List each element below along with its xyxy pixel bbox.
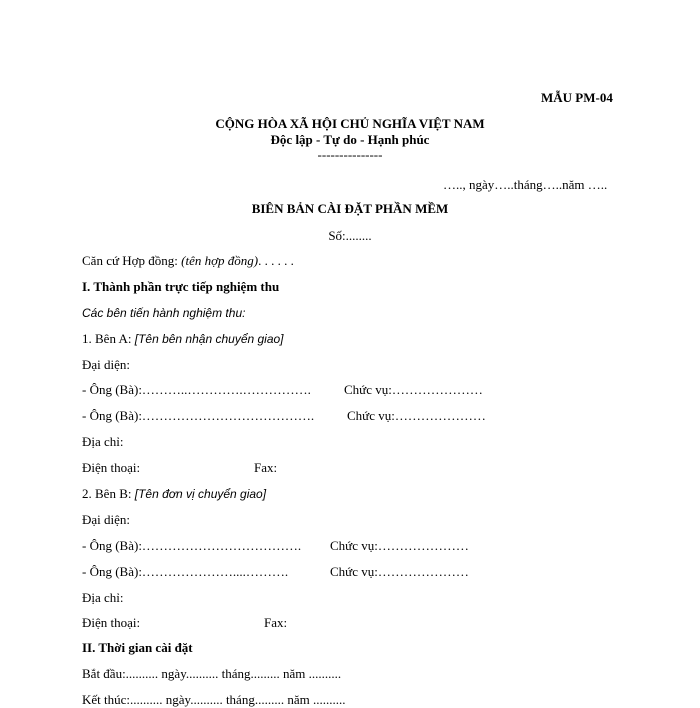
party-b-person1: - Ông (Bà):………………………………. [82,538,302,553]
party-b-rep-label: Đại diện: [82,512,131,527]
document-title: BIÊN BẢN CÀI ĐẶT PHẦN MỀM [251,201,449,216]
party-a-phone: Điện thoại: [82,460,141,475]
end-time: Kết thúc:.......... ngày.......... tháng......... năm .......... [82,692,346,707]
party-a-fax: Fax: [254,460,278,475]
party-b-fax: Fax: [264,615,288,630]
party-a-address: Địa chỉ: [82,434,124,449]
start-time: Bắt đầu:.......... ngày.......... tháng......... năm .......... [82,666,342,681]
contract-name: (tên hợp đồng) [181,253,259,268]
party-b-position2: Chức vụ:………………… [330,564,469,579]
party-a-rep-label: Đại diện: [82,357,131,372]
party-b-phone: Điện thoại: [82,615,141,630]
party-b-name: [Tên đơn vị chuyển giao] [134,487,267,501]
form-code: MẪU PM-04 [541,90,613,105]
party-b-address: Địa chỉ: [82,590,124,605]
party-a-label: 1. Bên A: [82,331,135,346]
date-line: ….., ngày…..tháng…..năm ….. [443,177,608,192]
party-b-line [82,486,266,502]
party-a-name: [Tên bên nhận chuyển giao] [134,332,284,346]
party-b-label: 2. Bên B: [82,486,135,501]
party-a-position2: Chức vụ:………………… [347,408,486,423]
contract-basis [82,253,294,269]
party-b-person2: - Ông (Bà):…………………....………. [82,564,289,579]
section1-intro: Các bên tiến hành nghiệm thu: [82,306,246,320]
party-a-person1: - Ông (Bà):………..………….……………. [82,382,311,397]
party-a-person2: - Ông (Bà):…………………………………. [82,408,315,423]
national-motto: Độc lập - Tự do - Hạnh phúc [270,132,430,147]
party-b-position1: Chức vụ:………………… [330,538,469,553]
header-separator: --------------- [317,147,383,162]
party-a-position1: Chức vụ:………………… [344,382,483,397]
document-number: Số:........ [328,228,372,243]
country-name: CỘNG HÒA XÃ HỘI CHỦ NGHĨA VIỆT NAM [215,116,485,131]
section1-heading: I. Thành phần trực tiếp nghiệm thu [82,279,280,294]
party-a-line [82,331,284,347]
section2-heading: II. Thời gian cài đặt [82,640,193,655]
contract-basis-suffix: . . . . . . [258,253,294,268]
contract-basis-label: Căn cứ Hợp đồng: [82,253,182,268]
